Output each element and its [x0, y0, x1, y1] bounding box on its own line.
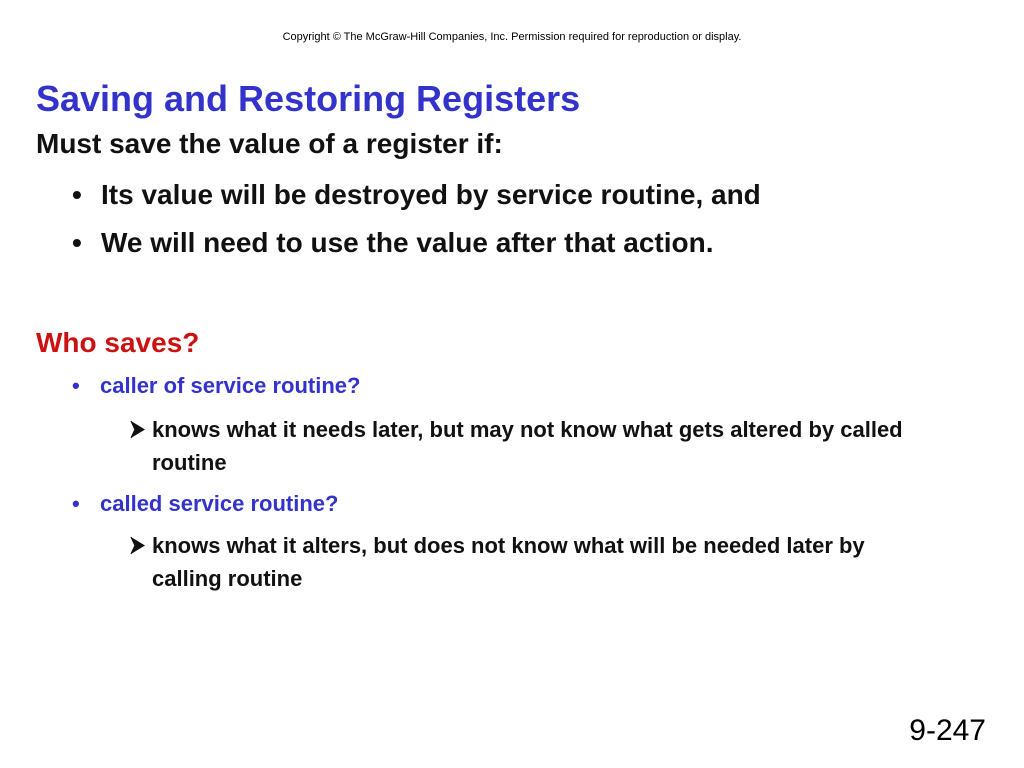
option-label: called service routine? — [100, 491, 339, 516]
option-detail-text: knows what it needs later, but may not know what gets altered by called routine — [152, 417, 903, 475]
condition-text: Its value will be destroyed by service routine, and — [101, 179, 761, 210]
arrow-bullet-icon — [128, 529, 148, 562]
copyright-notice: Copyright © The McGraw-Hill Companies, Inc. Permission required for reproduction or display. — [282, 31, 742, 43]
arrow-bullet-icon — [128, 413, 148, 446]
subheading: Must save the value of a register if: — [36, 128, 503, 159]
page-number: 9-247 — [909, 714, 986, 747]
condition-text: We will need to use the value after that action. — [101, 227, 714, 258]
section-heading: Who saves? — [36, 327, 200, 358]
option-detail-text: knows what it alters, but does not know what will be needed later by calling routine — [152, 533, 865, 591]
option-label: caller of service routine? — [100, 373, 361, 398]
bullet-icon: • — [72, 179, 82, 210]
bullet-icon: • — [72, 491, 80, 516]
slide-title: Saving and Restoring Registers — [36, 78, 581, 119]
bullet-icon: • — [72, 227, 82, 258]
bullet-icon: • — [72, 373, 80, 398]
